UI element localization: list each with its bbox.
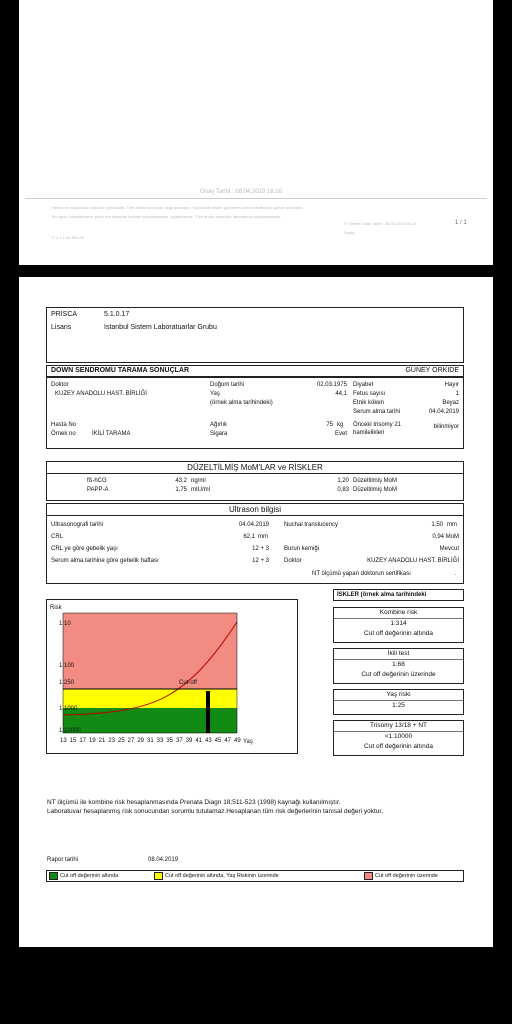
x-tick-label: 43 [205,738,212,744]
ethnic-label: Etnik köken [353,400,385,406]
report-date-value: 08.04.2019 [148,857,179,863]
legend-label: Cut off değerinin altında, Yaş Riskinin üzerinde [165,873,279,879]
x-tick-label: 21 [98,738,106,744]
nasal-bone-label: Burun kemiği [284,546,320,552]
report-title: DOWN SENDROMU TARAMA SONUÇLAR [51,367,190,374]
page-label: Sayfa [344,230,355,235]
y-tick-label: 1:10 [59,621,71,627]
age-value: 44,1 [335,391,347,397]
trisomy-value: <1:10000 [384,733,413,740]
risks-header [333,589,464,601]
disclaimer-line-2: Bu rapor Laboratuvarın yazılı izni olmadan kısmen kopyalanamaz, çoğaltılamaz. Tüm analiz sonuçları laboratuvar kapsamındadır. [52,214,282,219]
ultrasound-info [46,516,464,584]
x-tick-label: 47 [224,738,232,744]
x-tick-label: 17 [79,738,87,744]
combined-risk-box [333,607,464,643]
y-tick-label: 1:250 [59,680,75,686]
x-tick-label: 33 [156,738,164,744]
legend-label: Cut off değerinin üzerinde [375,873,438,879]
low-risk-zone [63,708,237,733]
dual-test-note: Cut off değerinin üzerinde [361,671,436,678]
ultrasound-title: Ultrason bilgisi [228,505,282,514]
age-risk-value: 1:25 [392,702,405,709]
x-tick-label: 29 [137,738,145,744]
x-tick-label: 19 [89,738,96,744]
x-tick-label: 39 [185,738,193,744]
mom-unit: ng/ml [191,478,206,484]
y-tick-label: 1:100 [59,663,75,669]
x-tick-label: 23 [108,738,116,744]
smoking-value: Evet [334,431,347,437]
x-axis-label: Yaş [243,739,253,745]
x-axis-ticks [60,738,241,746]
prisca-version: 5.1.0.17 [104,311,130,318]
report-title-bar [46,365,464,377]
ga-serum-label: Serum alma tarihine göre gebelik haftası [51,558,159,564]
sample-no-label: Örnek no [51,431,76,437]
age-risk-box [333,689,464,715]
doctor-label: Doktor [51,382,69,388]
x-tick-label: 25 [118,738,125,744]
license-value: Istanbul Sistem Laboratuarlar Grubu [104,324,217,331]
mom-unit: mIU/ml [191,487,210,493]
dual-test-box [333,648,464,684]
risks-title: İSKLER (örnek alma tarihindeki [337,592,427,598]
divider [25,198,487,199]
birth-label: Doğum tarihi [210,382,245,388]
patient-risk-bar [206,691,210,733]
x-tick-label: 37 [176,738,183,744]
x-tick-label: 45 [214,738,222,744]
us-doctor-label: Doktor [284,558,302,564]
mom-label: Düzeltilmiş MoM [353,478,398,484]
trisomy-title: Trisomy 13/18 + NT [334,721,463,732]
prev-trisomy-label: Önceki trisomy 21 [353,422,402,428]
legend [46,870,464,882]
form-code: F-4.1.1-15 Rev.00 [52,235,84,240]
ga-crl-value: 12 + 3 [252,546,269,552]
mom-analyte: fß-hCG [87,478,107,484]
weight-label: Ağırlık [210,422,228,428]
diabetes-value: Hayır [444,382,459,388]
age-risk-title: Yaş riski [334,690,463,701]
report-page [19,277,493,947]
ethnic-value: Beyaz [442,400,459,406]
x-tick-label: 27 [127,738,135,744]
mom-analyte: PAPP-A [87,487,109,493]
trisomy-note: Cut off değerinin altında [364,743,433,750]
x-tick-label: 41 [195,738,203,744]
nt-cert-value: . [455,571,457,577]
x-tick-label: 15 [69,738,77,744]
y-tick-label: 1:10000 [59,728,81,734]
software-header [46,307,464,363]
us-doctor-value: KUZEY ANADOLU HAST. BİRLİĞİ [367,558,459,564]
disclaimer-line-1: Hekim ve oluşturulan raporları görüntüler. Tüm analiz sonuçları doğrulanmıştır. Yukarıdaki testler gönderen kurum tarafından işleme alınmıştır. [52,205,304,210]
mom-section-title: DÜZELTİLMİŞ MoM'LAR ve RİSKLER [187,463,323,472]
dual-test-title: İkili test [334,649,463,660]
system-date: © Sistem Onay Tarihi : 08.04.2019 16:18 [344,221,417,226]
license-label: Lisans [51,324,72,331]
nt-mom: 0,94 MoM [432,534,459,540]
combined-risk-value: 1:314 [390,620,407,627]
nt-unit: mm [447,522,457,528]
dual-test-value: 1:68 [392,661,405,668]
patient-name: GÜNEY ORKIDE [405,367,459,374]
note-line-1: NT ölçümü ile kombine risk hesaplanmasında Prenata Diagn 18;511-523 (1998) kaynağı kullanılmıştır. [47,799,341,806]
prisca-label: PRISCA [51,311,78,318]
mom-value: 1,75 [175,487,187,493]
high-risk-zone [63,613,237,689]
x-tick-label: 31 [147,738,154,744]
nasal-bone-value: Mevcut [439,546,459,552]
fetus-label: Fetus sayısı [353,391,386,397]
combined-risk-note: Cut off değerinin altında [364,630,433,637]
risk-chart-svg [47,600,297,753]
mom-ratio: 1,20 [337,478,349,484]
age-note: (örnek alma tarihindeki) [210,400,273,406]
ultrasound-header [46,503,464,516]
weight-unit: kg [337,422,344,428]
us-date-label: Ultrasonografi tarihi [51,522,104,528]
legend-swatch-green [49,872,58,880]
serum-date-label: Serum alma tarihi [353,409,401,415]
x-tick-label: 49 [234,738,241,744]
prev-trisomy-label-2: hamilelikleri [353,430,385,436]
sample-no-value: İKİLİ TARAMA [92,431,131,437]
report-date-label: Rapor tarihi [47,857,79,863]
previous-page [19,0,493,265]
risk-chart [46,599,298,754]
mom-table [46,474,464,501]
x-tick-label: 13 [60,738,67,744]
legend-swatch-red [364,872,373,880]
mom-label: Düzeltilmiş MoM [353,487,398,493]
patient-no-label: Hasta No [51,422,77,428]
age-label: Yaş [210,391,220,397]
y-tick-label: 1:1000 [59,706,78,712]
page-number: 1 / 1 [455,220,467,226]
crl-value: 62,1 [243,534,255,540]
legend-label: Cut off değerinin altında [60,873,119,879]
serum-date-value: 04.04.2019 [428,409,459,415]
cutoff-label: Cut-off [179,680,197,686]
fetus-value: 1 [455,391,459,397]
legend-swatch-yellow [154,872,163,880]
nt-label: Nuchal translucency [284,522,339,528]
ga-serum-value: 12 + 3 [252,558,269,564]
birth-value: 02.03.1975 [316,382,347,388]
x-tick-label: 35 [166,738,174,744]
diabetes-label: Diyabet [353,382,374,388]
approval-date: Onay Tarihi : 08.04.2019 16:18 [200,189,282,195]
smoking-label: Sigara [210,431,228,437]
prev-trisomy-value: bilinmiyor [433,424,459,430]
weight-value: 75 [326,422,333,428]
nt-cert-label: NT ölçümü yapan doktorun sertifikası [312,571,411,577]
mom-value: 43,2 [175,478,187,484]
mom-section-header [46,461,464,474]
nt-value: 1,50 [431,522,443,528]
us-date-value: 04.04.2019 [238,522,269,528]
note-line-2: Laboratuvar hesaplanmış risk sonucundan sorumlu tutulamaz.Hesaplanan tüm risk değerlerinin tanısal değeri yoktur. [47,808,384,815]
trisomy-box [333,720,464,756]
doctor-value: KUZEY ANADOLU HAST. BİRLİĞİ [55,391,147,397]
risk-axis-label: Risk [50,605,62,611]
crl-label: CRL [51,534,64,540]
mom-ratio: 0,83 [337,487,349,493]
crl-unit: mm [258,534,268,540]
ga-crl-label: CRL ye göre gebelik yaşı [51,546,118,552]
patient-info [46,377,464,449]
combined-risk-title: Kombine risk [334,608,463,619]
